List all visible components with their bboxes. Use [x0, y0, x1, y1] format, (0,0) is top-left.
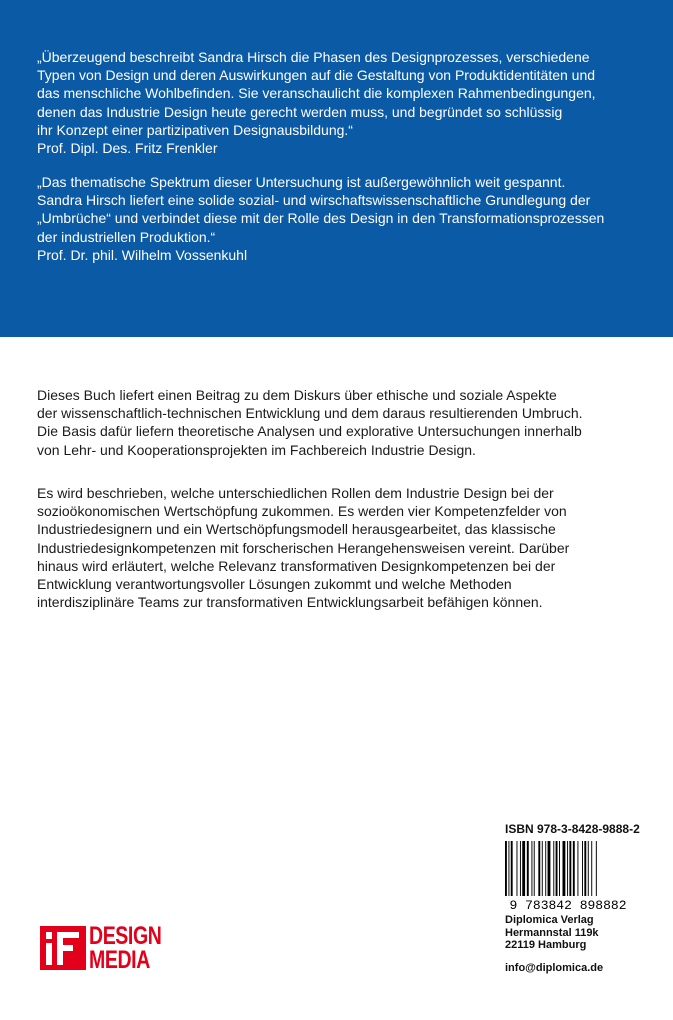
barcode-bar	[556, 841, 558, 896]
barcode-bar	[569, 841, 571, 896]
publisher-email[interactable]: info@diplomica.de	[505, 962, 604, 974]
barcode-bar	[508, 841, 509, 896]
description-paragraph	[37, 386, 637, 459]
quote-line: das menschliche Wohlbefinden. Sie veranschaulicht die komplexen Rahmenbedingungen,	[37, 85, 596, 102]
barcode-bar	[520, 841, 521, 896]
quote-author: Prof. Dr. phil. Wilhelm Vossenkuhl	[37, 246, 248, 263]
paragraph-line: von Lehr- und Kooperationsprojekten im Fachbereich Industrie Design.	[37, 441, 476, 458]
barcode-bar	[545, 841, 546, 896]
paragraph-line: Es wird beschrieben, welche unterschiedlichen Rollen dem Industrie Design bei der	[37, 485, 554, 501]
logo-word: MEDIA	[89, 946, 150, 974]
quote-line: Sandra Hirsch liefert eine solide sozial- und wirschaftswissenschaftliche Grundlegung der	[37, 192, 591, 209]
quote-author: Prof. Dipl. Des. Fritz Frenkler	[37, 140, 218, 157]
barcode-bar	[538, 841, 540, 896]
quote-line: ihr Konzept einer partizipativen Designausbildung.“	[37, 121, 353, 138]
barcode-bar	[573, 841, 575, 896]
publisher-street: Hermannstal 119k	[505, 926, 599, 939]
quote-line: der industriellen Produktion.“	[37, 228, 216, 245]
barcode-bar	[588, 841, 589, 896]
paragraph-line: Die Basis dafür liefern theoretische Analysen und explorative Untersuchungen innerhalb	[37, 423, 582, 440]
barcode-icon	[504, 841, 632, 911]
barcode-bar	[563, 841, 566, 896]
quote-line: „Das thematische Spektrum dieser Untersuchung ist außergewöhnlich weit gespannt.	[37, 174, 566, 190]
barcode-bar	[553, 841, 554, 896]
barcode-bar	[511, 841, 513, 896]
barcode-bar	[548, 841, 551, 896]
description-paragraph	[37, 484, 637, 611]
barcode-bar	[559, 841, 560, 896]
paragraph-line: Dieses Buch liefert einen Beitrag zu dem Diskurs über ethische und soziale Aspekte	[37, 387, 557, 403]
quote-panel	[0, 0, 673, 337]
publisher-address	[505, 914, 599, 952]
paragraph-line: sozioökonomischen Wertschöpfung zukommen. Es werden vier Kompetenzfelder von	[37, 503, 567, 520]
paragraph-line: hinaus wird erläutert, welche Relevanz transformativen Designkompetenzen bei der	[37, 557, 556, 574]
barcode-bar	[531, 841, 532, 896]
if-design-media-logo	[40, 924, 180, 972]
paragraph-line: Industriedesignern und ein Wertschöpfungsmodell herausgearbeitet, das klassische	[37, 521, 556, 538]
barcode-bar	[567, 841, 568, 896]
barcode-bar	[522, 841, 525, 896]
paragraph-line: interdisziplinäre Teams zur transformativen Entwicklungsarbeit befähigen können.	[37, 594, 543, 611]
barcode-bar	[534, 841, 535, 896]
if-logo-icon	[40, 926, 86, 970]
publisher-city: 22119 Hamburg	[505, 939, 587, 951]
barcode-bar	[584, 841, 586, 896]
barcode-bar	[517, 841, 518, 896]
barcode-bar	[527, 841, 529, 896]
quote-line: denen das Industrie Design heute gerecht werden muss, und begründet so schlüssig	[37, 103, 563, 120]
quote-line: Typen von Design und deren Auswirkungen auf die Gestaltung von Produktidentitäten und	[37, 67, 596, 84]
barcode-bar	[591, 841, 592, 896]
publisher-name: Diplomica Verlag	[505, 914, 594, 926]
barcode-bar	[596, 841, 597, 896]
barcode-digits: 9 783842 898882	[509, 898, 627, 911]
quote-vossenkuhl	[37, 173, 637, 264]
paragraph-line: Entwicklung verantwortungsvoller Lösungen zukommt und welche Methoden	[37, 576, 512, 593]
quote-line: „Umbrüche“ und verbindet diese mit der Rolle des Design in den Transformationsprozessen	[37, 210, 605, 227]
quote-frenkler	[37, 48, 637, 157]
logo-wordmark	[89, 924, 161, 972]
paragraph-line: Industriedesignkompetenzen mit forscherischen Herangehensweisen vereint. Darüber	[37, 539, 570, 556]
barcode-bar	[542, 841, 543, 896]
paragraph-line: der wissenschaftlich-technischen Entwicklung und dem daraus resultierenden Umbruch.	[37, 405, 583, 422]
quote-line: „Überzeugend beschreibt Sandra Hirsch die Phasen des Designprozesses, verschiedene	[37, 49, 590, 65]
barcode-bar	[582, 841, 583, 896]
barcode-bar	[505, 841, 507, 896]
barcode-bar	[577, 841, 578, 896]
isbn-label: ISBN 978-3-8428-9888-2	[505, 822, 640, 836]
logo-word: DESIGN	[89, 922, 162, 950]
